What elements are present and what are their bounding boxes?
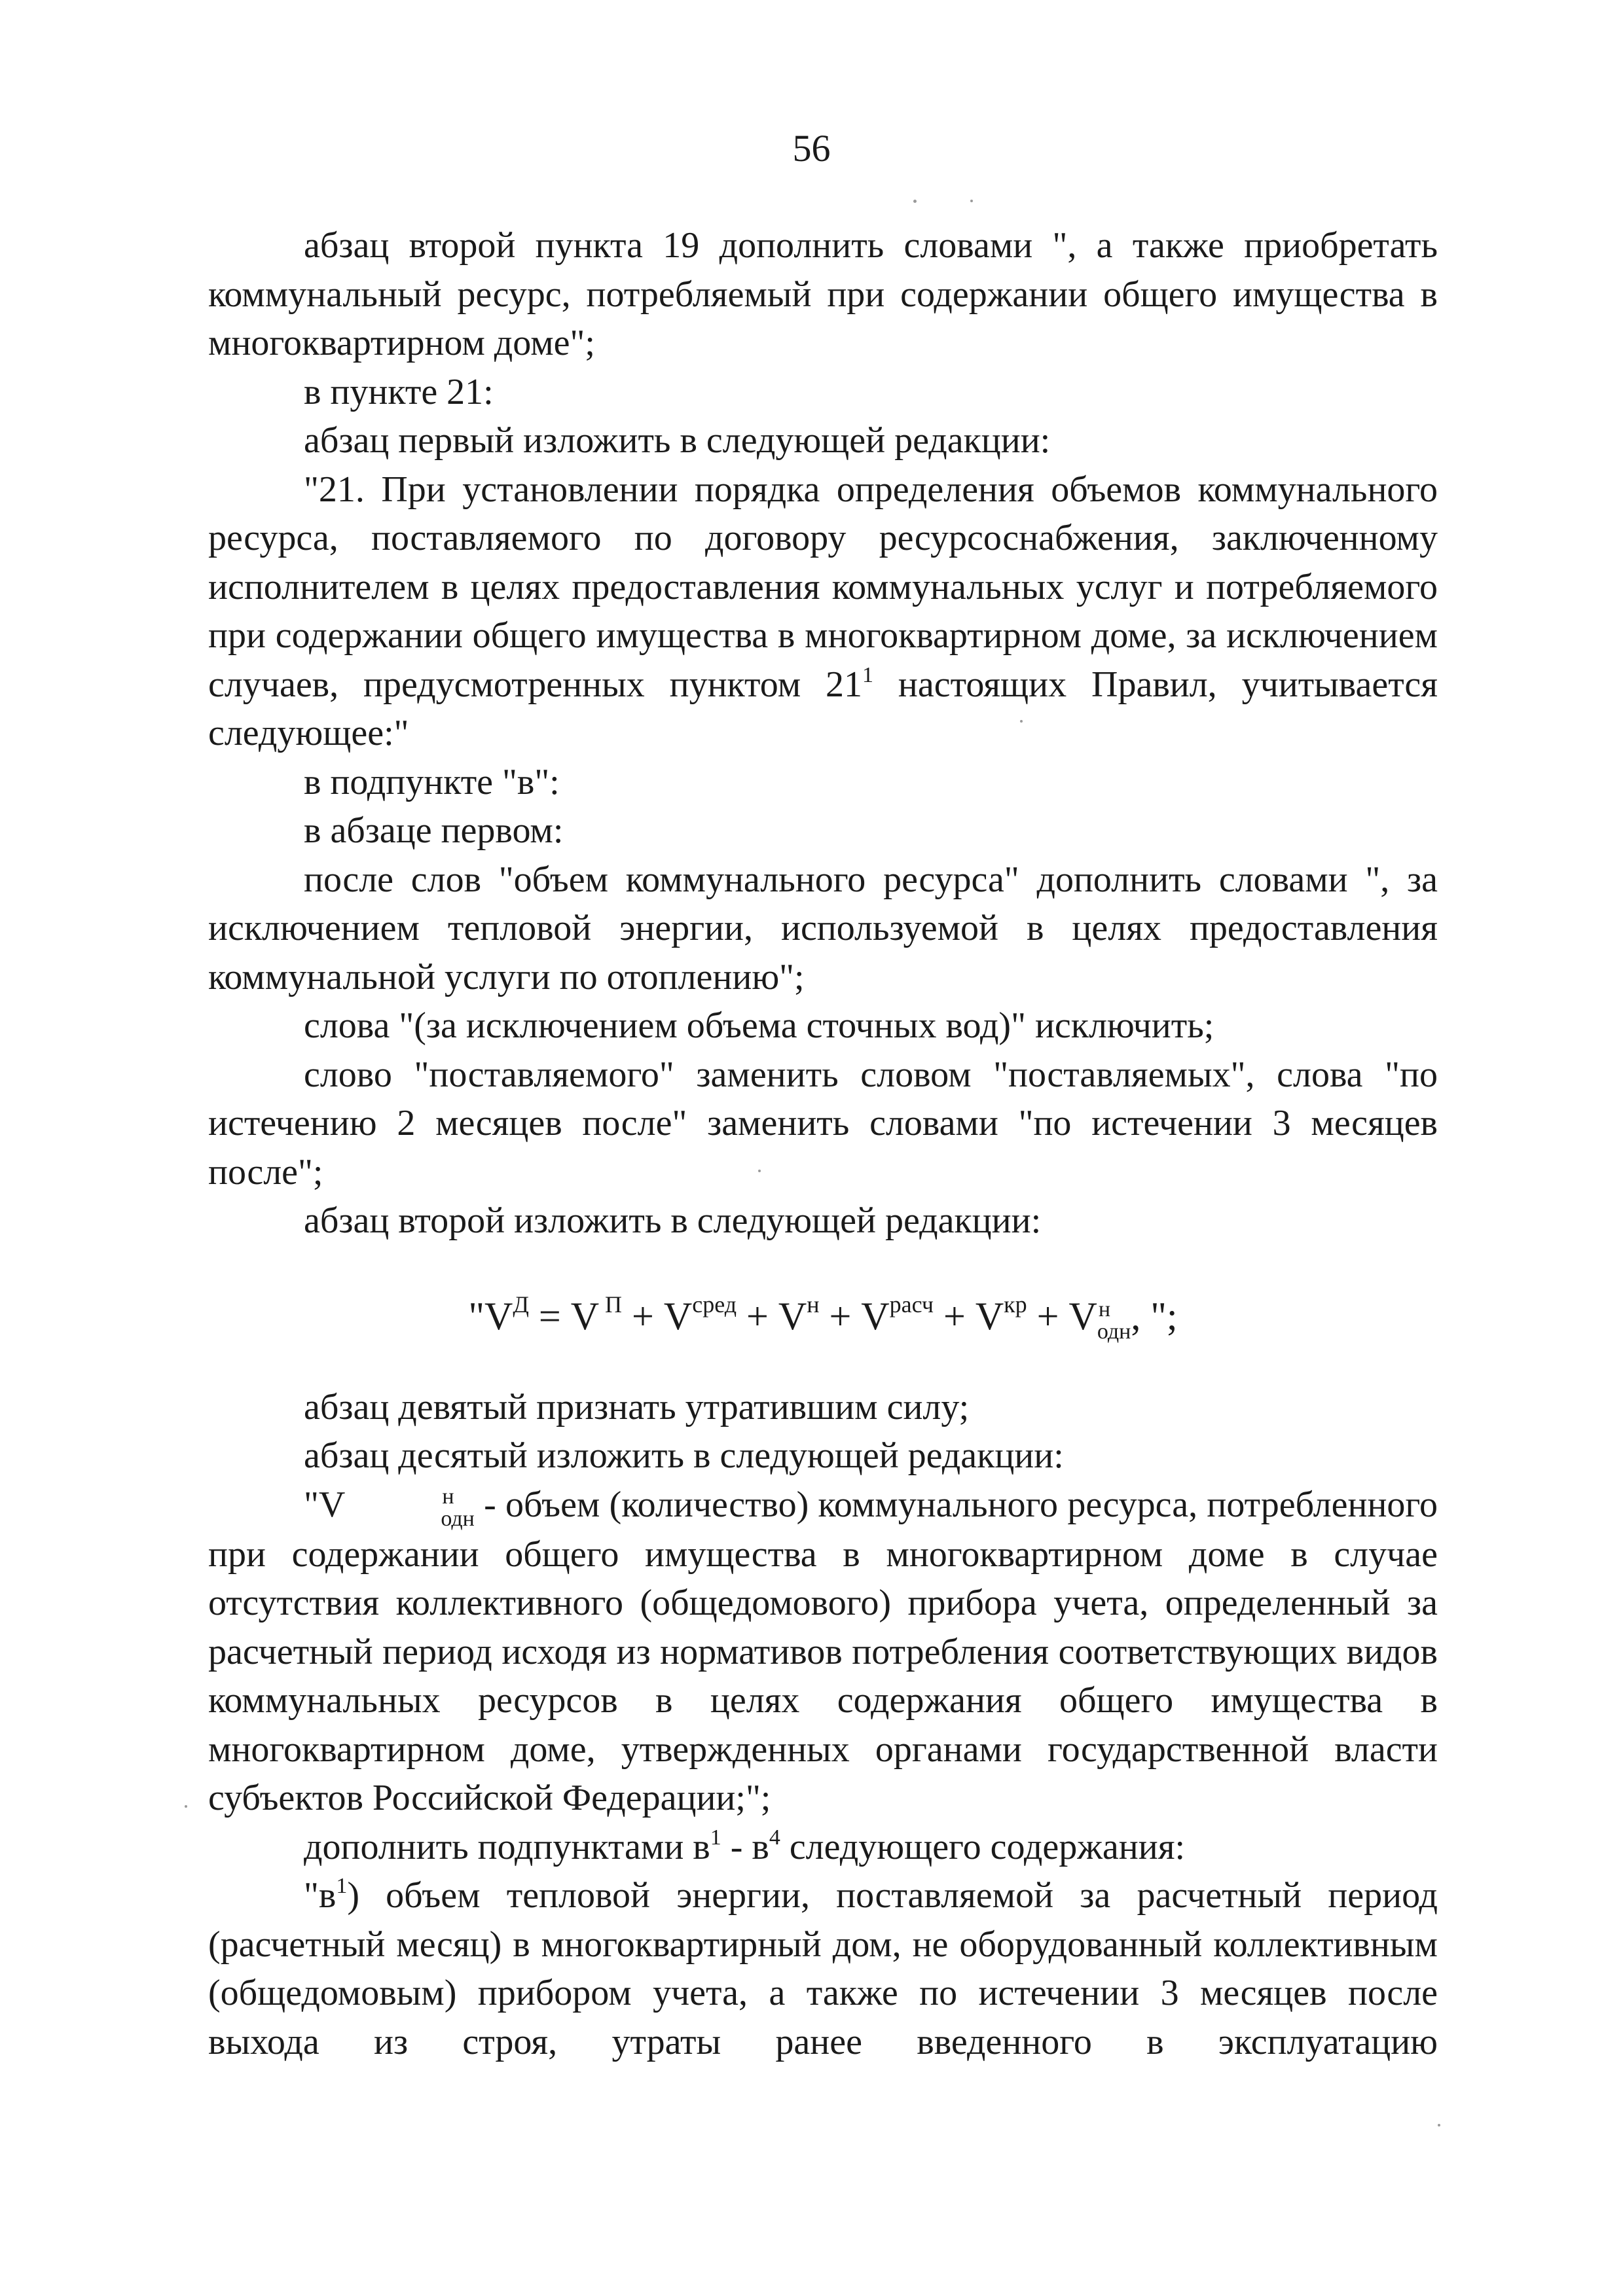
formula-superscript: сред bbox=[692, 1291, 737, 1318]
paragraph: в подпункте "в": bbox=[304, 761, 560, 802]
paragraph-text: - объем (количество) коммунального ресурса, потребленного при содержании общего имущества в многоквартирном доме в случае отсутствия коллективного (общедомового) прибора учета, определенный за расчетный период исходя из нормативов потребления соответствующих видов коммунальных ресурсов в целях содержания общего имущества в многоквартирном доме, утвержденных органами государственной власти субъектов Российской Федерации;"; bbox=[208, 1484, 1438, 1818]
formula-part: + V bbox=[1027, 1294, 1097, 1338]
paragraph: после слов "объем коммунального ресурса" дополнить словами ", за исключением тепловой энергии, используемой в целях предоставления коммунальной услуги по отоплению"; bbox=[208, 859, 1438, 997]
paragraph-text: "в bbox=[304, 1875, 337, 1916]
formula-subscript: одн bbox=[1097, 1319, 1131, 1344]
paragraph: абзац второй изложить в следующей редакции: bbox=[304, 1200, 1042, 1241]
paragraph: абзац второй пункта 19 дополнить словами ", а также приобретать коммунальный ресурс, потребляемый при содержании общего имущества в многоквартирном доме"; bbox=[208, 225, 1438, 363]
paragraph-text: дополнить подпунктами в bbox=[304, 1826, 710, 1867]
paragraph: абзац девятый признать утратившим силу; bbox=[304, 1386, 970, 1427]
superscript: 1 bbox=[862, 662, 874, 687]
formula-superscript: расч bbox=[889, 1291, 934, 1318]
scan-speck bbox=[1020, 720, 1023, 723]
formula-part: , "; bbox=[1131, 1294, 1178, 1338]
formula-superscript: кр bbox=[1004, 1291, 1027, 1318]
paragraph-text: "V bbox=[304, 1484, 346, 1525]
formula-superscript: П bbox=[599, 1291, 623, 1318]
formula-part: = V bbox=[528, 1294, 600, 1338]
formula-part: + V bbox=[737, 1294, 807, 1338]
formula bbox=[208, 1283, 1438, 1349]
paragraph bbox=[208, 465, 1438, 758]
paragraph: слова "(за исключением объема сточных вод)" исключить; bbox=[304, 1005, 1214, 1046]
formula-part: + V bbox=[819, 1294, 890, 1338]
scan-speck bbox=[758, 1170, 761, 1172]
paragraph bbox=[208, 1480, 1438, 1823]
paragraph: в абзаце первом: bbox=[304, 810, 564, 851]
formula-part: + V bbox=[933, 1294, 1004, 1338]
formula-superscript: Д bbox=[513, 1291, 529, 1318]
document-body bbox=[208, 221, 1438, 2066]
paragraph: абзац десятый изложить в следующей редакции: bbox=[304, 1435, 1064, 1476]
formula-subsup bbox=[1097, 1299, 1131, 1343]
paragraph: слово "поставляемого" заменить словом "поставляемых", слова "по истечению 2 месяцев после" заменить словами "по истечении 3 месяцев после"; bbox=[208, 1054, 1438, 1193]
formula-part: + V bbox=[622, 1294, 693, 1338]
formula-superscript: н bbox=[807, 1291, 820, 1318]
paragraph-text: следующего содержания: bbox=[780, 1826, 1186, 1867]
paragraph-text: - в bbox=[721, 1826, 769, 1867]
formula-superscript: н bbox=[1098, 1297, 1111, 1321]
paragraph bbox=[208, 1823, 1438, 1872]
variable-subsup bbox=[345, 1486, 475, 1530]
formula-part: " bbox=[468, 1294, 484, 1338]
scan-speck bbox=[185, 1805, 187, 1808]
scan-speck bbox=[1438, 2124, 1440, 2126]
superscript: 1 bbox=[710, 1825, 721, 1850]
paragraph-text: "21. При установлении порядка определения объемов коммунального ресурса, поставляемого по договору ресурсоснабжения, заключенному исполнителем в целях предоставления коммунальных услуг и потребляемого при содержании общего имущества в многоквартирном доме, за исключением случаев, предусмотренных пунктом 21 bbox=[208, 469, 1438, 705]
superscript: н bbox=[442, 1484, 454, 1509]
subscript: одн bbox=[441, 1506, 475, 1531]
paragraph: в пункте 21: bbox=[304, 371, 494, 412]
paragraph bbox=[208, 1871, 1438, 2066]
formula-part: V bbox=[484, 1294, 513, 1338]
scan-speck bbox=[913, 200, 917, 203]
superscript: 1 bbox=[336, 1874, 348, 1898]
paragraph: абзац первый изложить в следующей редакции: bbox=[304, 420, 1051, 461]
paragraph-text: ) объем тепловой энергии, поставляемой за расчетный период (расчетный месяц) в многоквартирный дом, не оборудованный коллективным (общедомовым) прибором учета, а также по истечении 3 месяцев после выхода из строя, утраты ранее введенного в эксплуатацию bbox=[208, 1875, 1438, 2062]
scan-speck bbox=[970, 200, 973, 202]
superscript: 4 bbox=[769, 1825, 780, 1850]
page-number: 56 bbox=[792, 127, 831, 170]
paragraph-text: настоящих Правил, учитывается следующее:" bbox=[208, 664, 1438, 753]
